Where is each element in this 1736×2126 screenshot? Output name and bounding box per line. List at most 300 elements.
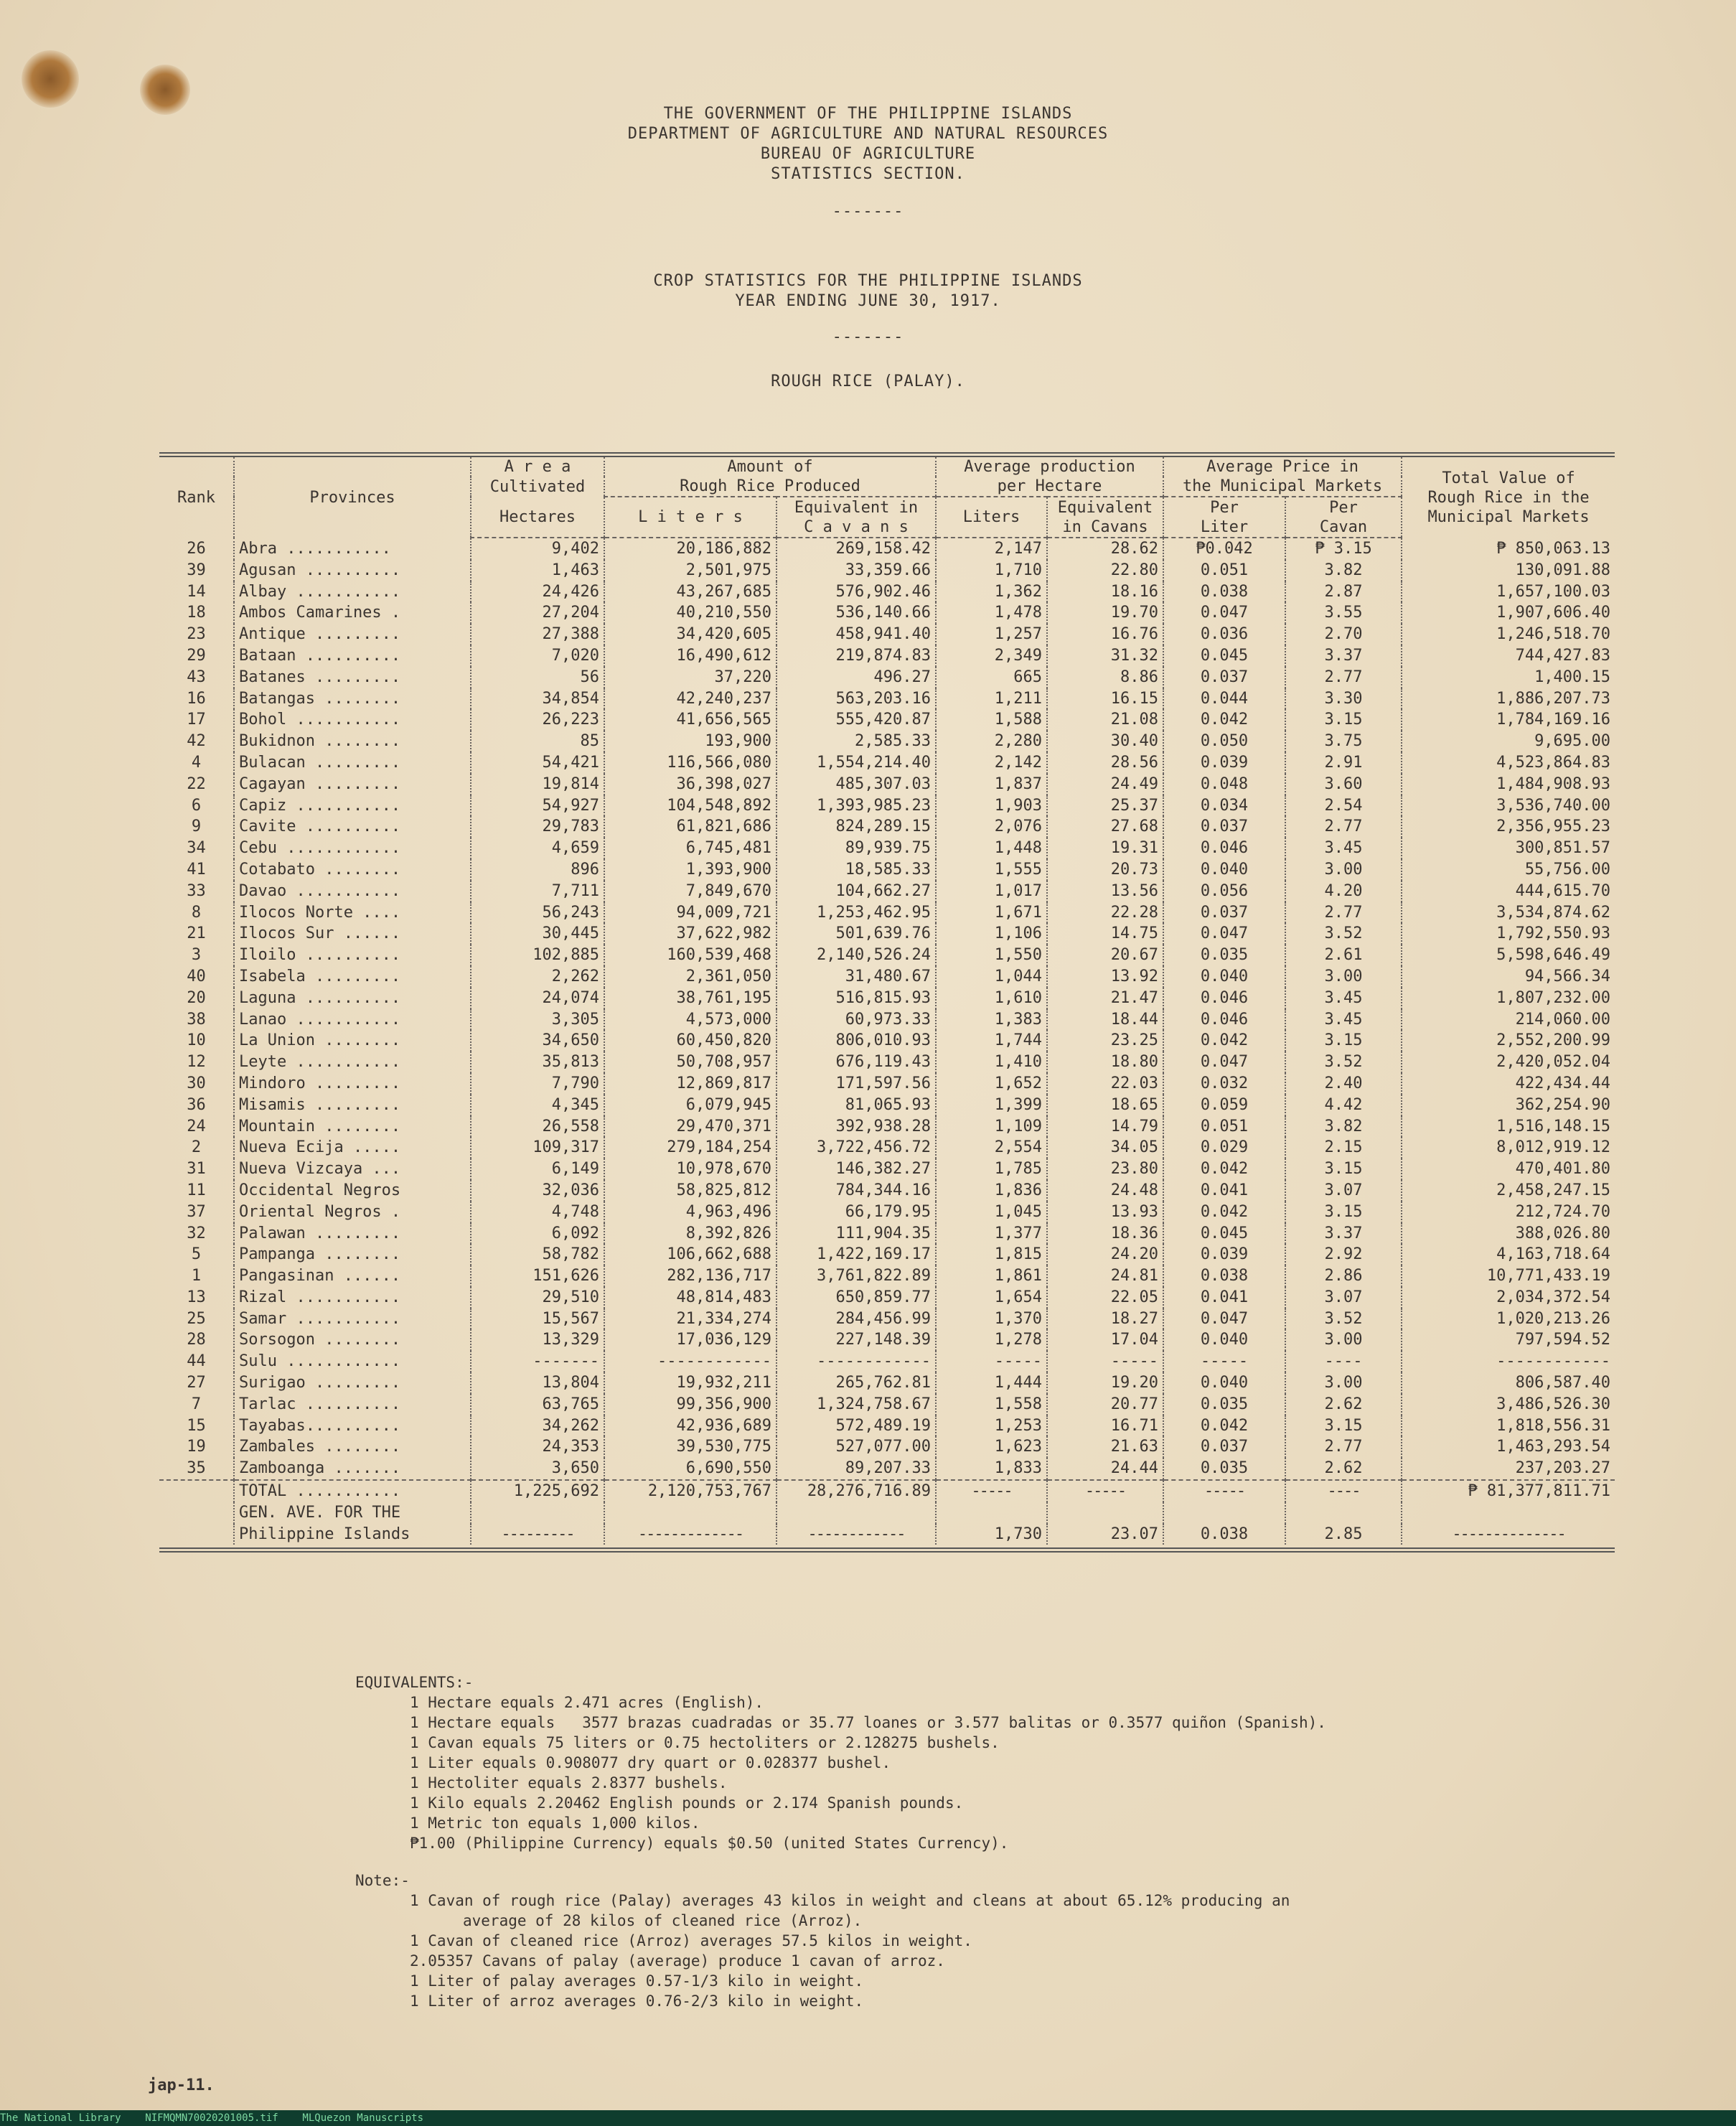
avg-liters-cell: 1,478 <box>936 602 1047 624</box>
gen-ave-cavans: 23.07 <box>1047 1524 1163 1545</box>
gen-ave-dash: ------------- <box>604 1524 776 1545</box>
liters-cell: 8,392,826 <box>604 1223 776 1245</box>
cavans-cell: 111,904.35 <box>776 1223 936 1245</box>
liters-cell: 29,470,371 <box>604 1116 776 1138</box>
province-cell: Bukidnon ........ <box>234 731 471 752</box>
province-cell: Albay ........... <box>234 581 471 603</box>
gen-ave-dash: -------------- <box>1452 1525 1565 1543</box>
rank-cell: 35 <box>159 1458 234 1480</box>
table-row <box>159 1394 1615 1415</box>
avg-liters-cell: 1,377 <box>936 1223 1047 1245</box>
note-line: 1 Liter of arroz averages 0.76-2/3 kilo in weight. <box>410 1992 864 2010</box>
rank-cell: 5 <box>159 1244 234 1265</box>
per-liter-cell: 0.051 <box>1163 560 1285 581</box>
cavans-cell: 89,207.33 <box>776 1458 936 1480</box>
total-value-cell: 2,552,200.99 <box>1496 1031 1611 1050</box>
per-cavan-cell: 3.30 <box>1285 688 1402 710</box>
total-value-cell: 797,594.52 <box>1515 1331 1611 1349</box>
per-cavan-cell: 2.77 <box>1285 902 1402 924</box>
per-cavan-cell: 2.40 <box>1285 1073 1402 1095</box>
province-cell: Leyte ........... <box>234 1052 471 1073</box>
per-liter-cell: 0.040 <box>1163 1329 1285 1351</box>
total-value-cell: 2,458,247.15 <box>1496 1181 1611 1199</box>
per-liter-cell: 0.047 <box>1163 1308 1285 1330</box>
table-body <box>159 538 1615 1480</box>
hectares-cell: 3,305 <box>471 1009 604 1031</box>
avg-liters-cell: 1,362 <box>936 581 1047 603</box>
cavans-cell: 536,140.66 <box>776 602 936 624</box>
liters-cell: 104,548,892 <box>604 795 776 817</box>
note-line: 1 Cavan of cleaned rice (Arroz) averages 57.5 kilos in weight. <box>410 1932 972 1949</box>
liters-cell: 12,869,817 <box>604 1073 776 1095</box>
liters-cell: 279,184,254 <box>604 1137 776 1158</box>
table-row <box>159 881 1615 902</box>
rank-cell: 19 <box>159 1436 234 1458</box>
province-cell: Samar ........... <box>234 1308 471 1330</box>
avg-cavans-cell: 22.03 <box>1047 1073 1163 1095</box>
avg-liters-cell: 665 <box>936 667 1047 688</box>
cavans-cell: 527,077.00 <box>776 1436 936 1458</box>
rank-cell: 24 <box>159 1116 234 1138</box>
hectares-cell: 34,854 <box>471 688 604 710</box>
rank-cell: 8 <box>159 902 234 924</box>
liters-cell: 4,963,496 <box>604 1202 776 1223</box>
cavans-cell: 563,203.16 <box>776 688 936 710</box>
liters-cell: 99,356,900 <box>604 1394 776 1415</box>
avg-liters-cell: 1,211 <box>936 688 1047 710</box>
hectares-cell: 24,074 <box>471 988 604 1009</box>
note-line: 2.05357 Cavans of palay (average) produce 1 cavan of arroz. <box>410 1952 945 1970</box>
table-row <box>159 602 1615 624</box>
gen-ave-label: Philippine Islands <box>234 1524 471 1545</box>
total-value-cell: 2,420,052.04 <box>1496 1053 1611 1072</box>
avg-liters-cell: 1,383 <box>936 1009 1047 1031</box>
province-cell: Davao ........... <box>234 881 471 902</box>
per-liter-cell: 0.035 <box>1163 945 1285 966</box>
avg-liters-cell: 2,142 <box>936 752 1047 774</box>
hectares-cell: 34,262 <box>471 1415 604 1437</box>
liters-cell: 4,573,000 <box>604 1009 776 1031</box>
cavans-cell: 806,010.93 <box>776 1030 936 1052</box>
total-value-cell: 3,534,874.62 <box>1496 903 1611 922</box>
per-cavan-cell: 3.00 <box>1285 1372 1402 1394</box>
per-cavan-cell: 2.62 <box>1285 1394 1402 1415</box>
per-liter-cell: 0.032 <box>1163 1073 1285 1095</box>
per-cavan-cell: ---- <box>1285 1351 1402 1372</box>
total-value-cell: 1,657,100.03 <box>1496 582 1611 601</box>
cavans-cell: 1,554,214.40 <box>776 752 936 774</box>
total-value-cell: 130,091.88 <box>1515 561 1611 579</box>
equivalent-line: ₱1.00 (Philippine Currency) equals $0.50 (united States Currency). <box>410 1835 1009 1852</box>
avg-cavans-cell: 19.31 <box>1047 838 1163 859</box>
avg-liters-cell: 1,106 <box>936 923 1047 945</box>
col-header-amount2: Rough Rice Produced <box>604 477 936 497</box>
avg-cavans-cell: 28.56 <box>1047 752 1163 774</box>
total-value-cell: 10,771,433.19 <box>1486 1267 1611 1286</box>
hectares-cell: 24,426 <box>471 581 604 603</box>
avg-cavans-cell: 24.49 <box>1047 774 1163 795</box>
table-row <box>159 945 1615 966</box>
liters-cell: 193,900 <box>604 731 776 752</box>
liters-cell: 36,398,027 <box>604 774 776 795</box>
archive-footer-bar: The National Library NIFMQMN70020201005.tif MLQuezon Manuscripts <box>0 2110 1736 2126</box>
per-cavan-cell: 2.15 <box>1285 1137 1402 1158</box>
province-cell: Lanao ........... <box>234 1009 471 1031</box>
liters-cell: 40,210,550 <box>604 602 776 624</box>
hectares-cell: 3,650 <box>471 1458 604 1480</box>
col-header-avg-price: Average Price in <box>1163 457 1402 477</box>
avg-liters-cell: 1,558 <box>936 1394 1047 1415</box>
avg-liters-cell: 2,280 <box>936 731 1047 752</box>
hectares-cell: 6,092 <box>471 1223 604 1245</box>
province-cell: Bohol ........... <box>234 709 471 731</box>
per-liter-cell: 0.042 <box>1163 1202 1285 1223</box>
cavans-cell: 31,480.67 <box>776 966 936 988</box>
avg-liters-cell: 1,448 <box>936 838 1047 859</box>
cavans-cell: 171,597.56 <box>776 1073 936 1095</box>
cavans-cell: 60,973.33 <box>776 1009 936 1031</box>
statistics-table <box>159 452 1615 1553</box>
hectares-cell: 34,650 <box>471 1030 604 1052</box>
totals-cavans: 28,276,716.89 <box>776 1480 936 1502</box>
equivalent-line: 1 Cavan equals 75 liters or 0.75 hectoliters or 2.128275 bushels. <box>410 1734 1000 1751</box>
liters-cell: 21,334,274 <box>604 1308 776 1330</box>
liters-cell: ------------ <box>604 1351 776 1372</box>
liters-cell: 61,821,686 <box>604 816 776 838</box>
col-header-per-liter: Per Liter <box>1163 497 1285 538</box>
col-header-area: A r e a <box>471 457 604 477</box>
per-liter-cell: 0.046 <box>1163 838 1285 859</box>
hectares-cell: 29,783 <box>471 816 604 838</box>
cavans-cell: 18,585.33 <box>776 859 936 881</box>
table-row <box>159 688 1615 710</box>
per-liter-cell: 0.037 <box>1163 816 1285 838</box>
cavans-cell: 3,761,822.89 <box>776 1265 936 1287</box>
table-row <box>159 1009 1615 1031</box>
province-cell: Iloilo .......... <box>234 945 471 966</box>
liters-cell: 43,267,685 <box>604 581 776 603</box>
hectares-cell: 4,345 <box>471 1095 604 1116</box>
avg-cavans-cell: 19.70 <box>1047 602 1163 624</box>
col-header-cultivated: Cultivated <box>471 477 604 497</box>
document-notes <box>355 1672 1326 2011</box>
rank-cell: 27 <box>159 1372 234 1394</box>
table-row <box>159 774 1615 795</box>
total-value-cell: 1,484,908.93 <box>1496 774 1611 793</box>
rank-cell: 31 <box>159 1158 234 1180</box>
total-value-cell: 1,246,518.70 <box>1496 625 1611 644</box>
hectares-cell: 85 <box>471 731 604 752</box>
per-cavan-cell: 4.20 <box>1285 881 1402 902</box>
hectares-cell: 54,421 <box>471 752 604 774</box>
per-cavan-cell: 3.15 <box>1285 1415 1402 1437</box>
rank-cell: 2 <box>159 1137 234 1158</box>
hectares-cell: 6,149 <box>471 1158 604 1180</box>
liters-cell: 37,220 <box>604 667 776 688</box>
rank-cell: 10 <box>159 1030 234 1052</box>
hectares-cell: 15,567 <box>471 1308 604 1330</box>
equivalent-line: 1 Kilo equals 2.20462 English pounds or 2.174 Spanish pounds. <box>410 1794 964 1812</box>
rank-cell: 33 <box>159 881 234 902</box>
per-cavan-cell: 3.15 <box>1285 709 1402 731</box>
avg-cavans-cell: ----- <box>1047 1351 1163 1372</box>
rank-cell: 3 <box>159 945 234 966</box>
table-row <box>159 667 1615 688</box>
avg-liters-cell: 1,623 <box>936 1436 1047 1458</box>
note-line: 1 Liter of palay averages 0.57-1/3 kilo in weight. <box>410 1972 864 1990</box>
cavans-cell: 1,253,462.95 <box>776 902 936 924</box>
province-cell: Mindoro ......... <box>234 1073 471 1095</box>
table-row <box>159 1158 1615 1180</box>
total-value-cell: 94,566.34 <box>1524 967 1611 985</box>
liters-cell: 7,849,670 <box>604 881 776 902</box>
avg-liters-cell: 1,253 <box>936 1415 1047 1437</box>
gen-ave-dash: ------------ <box>776 1524 936 1545</box>
avg-liters-cell: 2,076 <box>936 816 1047 838</box>
liters-cell: 6,079,945 <box>604 1095 776 1116</box>
total-value-cell: 422,434.44 <box>1515 1074 1611 1092</box>
table-bottom-rule <box>159 1547 1615 1553</box>
equivalent-line: 1 Metric ton equals 1,000 kilos. <box>410 1814 700 1832</box>
rank-cell: 30 <box>159 1073 234 1095</box>
province-cell: Tayabas.......... <box>234 1415 471 1437</box>
rank-cell: 40 <box>159 966 234 988</box>
cavans-cell: 66,179.95 <box>776 1202 936 1223</box>
rank-cell: 25 <box>159 1308 234 1330</box>
per-cavan-cell: 2.61 <box>1285 945 1402 966</box>
cavans-cell: 485,307.03 <box>776 774 936 795</box>
total-value-cell: 806,587.40 <box>1515 1374 1611 1392</box>
per-liter-cell: 0.042 <box>1163 1030 1285 1052</box>
avg-cavans-cell: 14.75 <box>1047 923 1163 945</box>
cavans-cell: 576,902.46 <box>776 581 936 603</box>
per-liter-cell: 0.042 <box>1163 1158 1285 1180</box>
table-row <box>159 838 1615 859</box>
province-cell: Palawan ......... <box>234 1223 471 1245</box>
hectares-cell: 63,765 <box>471 1394 604 1415</box>
table-row <box>159 709 1615 731</box>
totals-dash: ---- <box>1285 1480 1402 1502</box>
province-cell: Bataan .......... <box>234 645 471 667</box>
table-row <box>159 1223 1615 1245</box>
avg-cavans-cell: 27.68 <box>1047 816 1163 838</box>
col-header-hectares: Hectares <box>471 497 604 538</box>
avg-cavans-cell: 20.67 <box>1047 945 1163 966</box>
hectares-cell: 27,388 <box>471 624 604 645</box>
table-row <box>159 1095 1615 1116</box>
avg-cavans-cell: 8.86 <box>1047 667 1163 688</box>
equivalents-heading: EQUIVALENTS:- <box>355 1674 474 1691</box>
rank-cell: 37 <box>159 1202 234 1223</box>
liters-cell: 37,622,982 <box>604 923 776 945</box>
per-liter-cell: 0.029 <box>1163 1137 1285 1158</box>
table-row <box>159 988 1615 1009</box>
avg-liters-cell: 1,370 <box>936 1308 1047 1330</box>
per-cavan-cell: 2.54 <box>1285 795 1402 817</box>
hectares-cell: 13,804 <box>471 1372 604 1394</box>
rank-cell: 22 <box>159 774 234 795</box>
cavans-cell: ------------ <box>776 1351 936 1372</box>
total-value-cell: 1,807,232.00 <box>1496 988 1611 1007</box>
gen-ave-values-row <box>159 1524 1615 1545</box>
gen-ave-liters: 1,730 <box>936 1524 1047 1545</box>
table-row <box>159 1244 1615 1265</box>
hectares-cell: 24,353 <box>471 1436 604 1458</box>
liters-cell: 6,690,550 <box>604 1458 776 1480</box>
total-value-cell: 212,724.70 <box>1515 1202 1611 1221</box>
avg-liters-cell: 1,710 <box>936 560 1047 581</box>
province-cell: Capiz ........... <box>234 795 471 817</box>
hectares-cell: 151,626 <box>471 1265 604 1287</box>
rank-cell: 21 <box>159 923 234 945</box>
hectares-cell: 56 <box>471 667 604 688</box>
avg-cavans-cell: 17.04 <box>1047 1329 1163 1351</box>
avg-liters-cell: 1,785 <box>936 1158 1047 1180</box>
title-line: CROP STATISTICS FOR THE PHILIPPINE ISLANDS <box>653 272 1083 290</box>
per-liter-cell: 0.048 <box>1163 774 1285 795</box>
province-cell: Ilocos Sur ...... <box>234 923 471 945</box>
table-row <box>159 1308 1615 1330</box>
per-cavan-cell: 3.00 <box>1285 859 1402 881</box>
header-line: THE GOVERNMENT OF THE PHILIPPINE ISLANDS <box>663 105 1073 123</box>
total-value-cell: 388,026.80 <box>1515 1224 1611 1242</box>
total-value-cell: 362,254.90 <box>1515 1095 1611 1114</box>
equivalent-line: 1 Hectoliter equals 2.8377 bushels. <box>410 1774 728 1792</box>
avg-liters-cell: 1,045 <box>936 1202 1047 1223</box>
col-header-amount: Amount of <box>604 457 936 477</box>
total-value-cell: 1,907,606.40 <box>1496 604 1611 622</box>
rank-cell: 14 <box>159 581 234 603</box>
rank-cell: 7 <box>159 1394 234 1415</box>
col-header-provinces: Provinces <box>234 457 471 538</box>
rank-cell: 44 <box>159 1351 234 1372</box>
rank-cell: 23 <box>159 624 234 645</box>
avg-liters-cell: 1,550 <box>936 945 1047 966</box>
rank-cell: 12 <box>159 1052 234 1073</box>
per-liter-cell: 0.035 <box>1163 1458 1285 1480</box>
cavans-cell: 219,874.83 <box>776 645 936 667</box>
province-cell: Cebu ............ <box>234 838 471 859</box>
liters-cell: 20,186,882 <box>604 538 776 560</box>
table-row <box>159 560 1615 581</box>
table-row <box>159 795 1615 817</box>
total-value-cell: 3,486,526.30 <box>1496 1395 1611 1413</box>
total-value-cell: 444,615.70 <box>1515 881 1611 900</box>
totals-dash: ----- <box>1163 1480 1285 1502</box>
province-cell: Rizal ........... <box>234 1287 471 1308</box>
per-cavan-cell: 3.45 <box>1285 838 1402 859</box>
hectares-cell: 54,927 <box>471 795 604 817</box>
per-liter-cell: 0.047 <box>1163 602 1285 624</box>
province-cell: La Union ........ <box>234 1030 471 1052</box>
avg-cavans-cell: 13.92 <box>1047 966 1163 988</box>
avg-liters-cell: 2,147 <box>936 538 1047 560</box>
table-row <box>159 624 1615 645</box>
avg-cavans-cell: 21.63 <box>1047 1436 1163 1458</box>
province-cell: Mountain ........ <box>234 1116 471 1138</box>
per-cavan-cell: 3.52 <box>1285 923 1402 945</box>
avg-liters-cell: 1,410 <box>936 1052 1047 1073</box>
province-cell: Antique ......... <box>234 624 471 645</box>
cavans-cell: 284,456.99 <box>776 1308 936 1330</box>
per-liter-cell: 0.037 <box>1163 667 1285 688</box>
total-value-cell: 2,356,955.23 <box>1496 818 1611 836</box>
rank-cell: 26 <box>159 538 234 560</box>
avg-cavans-cell: 24.44 <box>1047 1458 1163 1480</box>
table-row <box>159 1202 1615 1223</box>
cavans-cell: 3,722,456.72 <box>776 1137 936 1158</box>
rank-cell: 13 <box>159 1287 234 1308</box>
col-header-avg-liters: Liters <box>936 497 1047 538</box>
avg-liters-cell: 1,744 <box>936 1030 1047 1052</box>
province-cell: Abra ........... <box>234 538 471 560</box>
document-title <box>0 271 1736 347</box>
cavans-cell: 516,815.93 <box>776 988 936 1009</box>
total-value-cell: 470,401.80 <box>1515 1160 1611 1179</box>
avg-cavans-cell: 30.40 <box>1047 731 1163 752</box>
table-row <box>159 1436 1615 1458</box>
hectares-cell: 35,813 <box>471 1052 604 1073</box>
province-cell: Pangasinan ...... <box>234 1265 471 1287</box>
per-liter-cell: 0.046 <box>1163 988 1285 1009</box>
table-row <box>159 1052 1615 1073</box>
province-cell: Cagayan ......... <box>234 774 471 795</box>
province-cell: Batanes ......... <box>234 667 471 688</box>
liters-cell: 2,501,975 <box>604 560 776 581</box>
gen-ave-row <box>159 1502 1615 1524</box>
table-row <box>159 645 1615 667</box>
col-header-cavans: Equivalent in C a v a n s <box>776 497 936 538</box>
avg-liters-cell: 1,671 <box>936 902 1047 924</box>
gen-ave-label: GEN. AVE. FOR THE <box>234 1502 471 1524</box>
hectares-cell: 32,036 <box>471 1180 604 1202</box>
per-liter-cell: 0.056 <box>1163 881 1285 902</box>
total-value-cell: ₱ 850,063.13 <box>1496 539 1611 558</box>
avg-cavans-cell: 16.15 <box>1047 688 1163 710</box>
hectares-cell: ------- <box>471 1351 604 1372</box>
note-heading: Note:- <box>355 1872 410 1889</box>
province-cell: Surigao ......... <box>234 1372 471 1394</box>
total-value-cell: 55,756.00 <box>1524 860 1611 879</box>
liters-cell: 160,539,468 <box>604 945 776 966</box>
avg-liters-cell: 1,652 <box>936 1073 1047 1095</box>
liters-cell: 42,936,689 <box>604 1415 776 1437</box>
table-row <box>159 1415 1615 1437</box>
table-row <box>159 902 1615 924</box>
table-row <box>159 581 1615 603</box>
cavans-cell: 1,393,985.23 <box>776 795 936 817</box>
rank-cell: 28 <box>159 1329 234 1351</box>
province-cell: Oriental Negros . <box>234 1202 471 1223</box>
avg-liters-cell: 1,815 <box>936 1244 1047 1265</box>
per-cavan-cell: ₱ 3.15 <box>1285 538 1402 560</box>
per-liter-cell: 0.034 <box>1163 795 1285 817</box>
rank-cell: 6 <box>159 795 234 817</box>
avg-liters-cell: 1,399 <box>936 1095 1047 1116</box>
per-cavan-cell: 3.55 <box>1285 602 1402 624</box>
avg-liters-cell: 1,444 <box>936 1372 1047 1394</box>
avg-cavans-cell: 18.16 <box>1047 581 1163 603</box>
liters-cell: 94,009,721 <box>604 902 776 924</box>
avg-cavans-cell: 16.76 <box>1047 624 1163 645</box>
col-header-markets: the Municipal Markets <box>1163 477 1402 497</box>
table-row <box>159 816 1615 838</box>
per-liter-cell: 0.038 <box>1163 581 1285 603</box>
avg-cavans-cell: 18.27 <box>1047 1308 1163 1330</box>
hectares-cell: 29,510 <box>471 1287 604 1308</box>
rank-cell: 29 <box>159 645 234 667</box>
avg-liters-cell: 1,903 <box>936 795 1047 817</box>
